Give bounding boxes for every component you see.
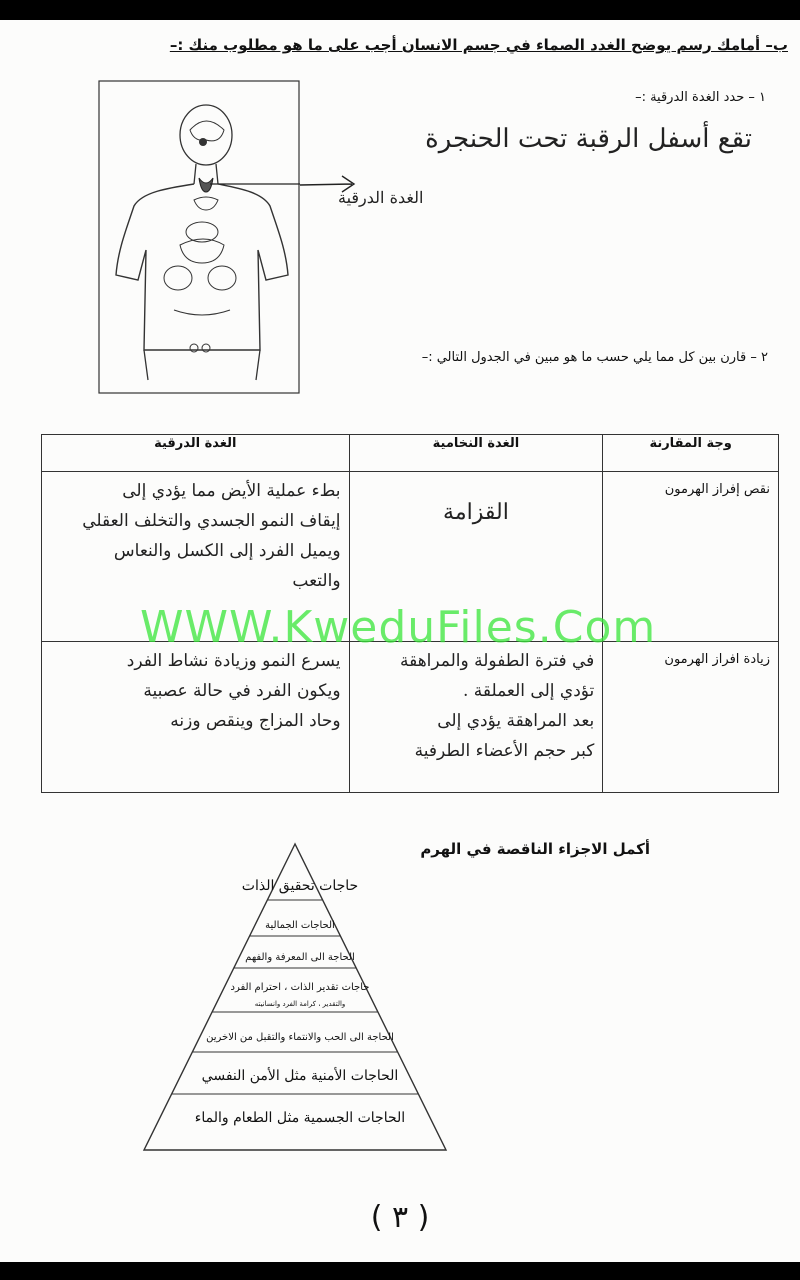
watermark: WWW.KweduFiles.Com: [140, 602, 657, 653]
text-line: ويكون الفرد في حالة عصبية: [143, 681, 341, 701]
pyramid-title: أكمل الاجزاء الناقصة في الهرم: [420, 840, 650, 858]
table-row: [42, 642, 779, 793]
header-thyroid: الغدة الدرقية: [42, 435, 350, 472]
text-line: تؤدي إلى العملقة .: [462, 681, 595, 701]
text-line: وحاد المزاج وينقص وزنه: [170, 711, 341, 731]
text-line: والتعب: [292, 571, 341, 591]
text-line: يسرع النمو وزيادة نشاط الفرد: [126, 651, 341, 671]
question-1-prompt: ١ – حدد الغدة الدرقية :–: [635, 90, 766, 105]
thyroid-excess-cell: [42, 642, 350, 793]
worksheet-page: [0, 20, 800, 1262]
row-label-deficiency: نقص إفراز الهرمون: [603, 472, 779, 642]
text-line: بعد المراهقة يؤدي إلى: [437, 711, 595, 731]
text-line: بطء عملية الأيض مما يؤدي إلى: [122, 481, 341, 501]
header-pituitary: الغدة النخامية: [349, 435, 603, 472]
row-label-excess: زيادة افراز الهرمون: [603, 642, 779, 793]
pyramid-level-4: حاجات تقدير الذات ، احترام الفرد: [230, 982, 370, 993]
pyramid-level-6: الحاجات الأمنية مثل الأمن النفسي: [201, 1068, 399, 1084]
pyramid-level-4-note: والتقدير ، كرامة الفرد وانسانيته: [254, 1000, 346, 1008]
page-number: ( ٣ ): [370, 1200, 430, 1235]
text-line: ويميل الفرد إلى الكسل والنعاس: [113, 541, 341, 561]
pituitary-excess-cell: [349, 642, 603, 793]
text-line: إيقاف النمو الجسدي والتخلف العقلي: [82, 511, 341, 531]
endocrine-diagram: [98, 80, 300, 394]
pyramid-level-7: الحاجات الجسمية مثل الطعام والماء: [194, 1110, 406, 1126]
pyramid-level-2: الحاجات الجمالية: [265, 920, 335, 931]
question-2-prompt: ٢ – قارن بين كل مما يلي حسب ما هو مبين في الجدول التالي :–: [421, 350, 768, 365]
section-heading: ب– أمامك رسم يوضح الغدد الصماء في جسم الانسان أجب على ما هو مطلوب منك :–: [169, 36, 788, 54]
question-1-answer: تقع أسفل الرقبة تحت الحنجرة: [425, 124, 752, 154]
text-line: في فترة الطفولة والمراهقة: [400, 651, 595, 671]
thyroid-label: الغدة الدرقية: [338, 188, 424, 207]
pyramid-level-3: الحاجة الى المعرفة والفهم: [245, 952, 355, 963]
pyramid-level-5: الحاجة الى الحب والانتماء والتقبل من الاخرين: [206, 1032, 394, 1043]
pyramid-level-1: حاجات تحقيق الذات: [241, 878, 359, 894]
header-comparison: وجة المقارنة: [603, 435, 779, 472]
table-header-row: [42, 435, 779, 472]
text-line: كبر حجم الأعضاء الطرفية: [414, 741, 595, 761]
pituitary-deficiency-cell: القزامة: [349, 472, 603, 642]
